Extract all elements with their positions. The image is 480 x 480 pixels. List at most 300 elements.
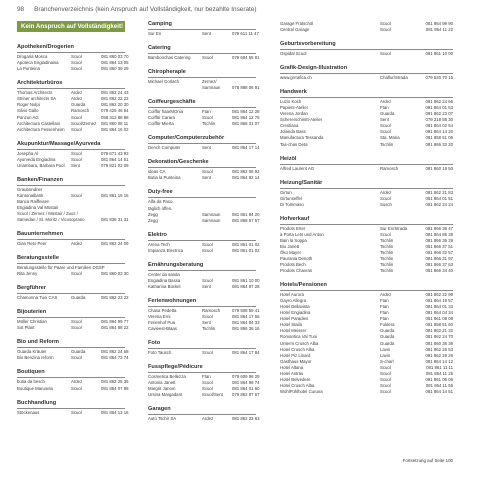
- directory-entry: [280, 75, 453, 81]
- entry-name: butia da besch: [17, 379, 45, 385]
- entry-phone: 081 860 03 70: [101, 54, 129, 60]
- entry-name: Hotel Meisser: [280, 328, 307, 334]
- entry-place: Sent: [202, 31, 211, 36]
- entry-name: Verena Erni: [148, 313, 171, 319]
- entry-name: Architectura Fessenheim: [17, 126, 65, 132]
- entry-phone: 081 864 01 33: [425, 304, 453, 310]
- entry-name: Ferienhof Pua: [148, 319, 175, 325]
- directory-section: [280, 216, 453, 274]
- entry-phone: 081 866 33 20: [425, 141, 453, 147]
- entry-name: WohlFühlhotel Curuna: [280, 388, 323, 394]
- entry-place: Scuol: [380, 51, 391, 57]
- entry-place: Scuol/Sent: [202, 392, 223, 398]
- entry-name: Hotel Aurora: [280, 292, 304, 298]
- entry-phone: 079 425 46 54: [101, 108, 129, 114]
- entry-place: Scuol: [71, 156, 82, 162]
- entry-name: Coiffür haarMOnia: [148, 109, 184, 115]
- directory-entry: [148, 350, 260, 356]
- entry-name: Arena Tech: [148, 241, 170, 247]
- entry-name: Müller Christian: [17, 319, 47, 325]
- entry-place: Scuol: [380, 195, 391, 201]
- entry-phone: 081 866 36 29: [425, 237, 453, 243]
- entry-name: Alfred Laurent AG: [280, 165, 315, 171]
- entry-name: Romantica Val Tuoi: [280, 334, 317, 340]
- section-heading: Grafik-Design-Illustration: [280, 65, 453, 74]
- entry-place: Scuol: [71, 325, 82, 331]
- entry-place: Ardez: [380, 292, 392, 298]
- entry-name: Garage Fratschöl: [280, 21, 314, 26]
- directory-entry: [17, 385, 129, 392]
- directory-entry: [148, 247, 260, 254]
- entry-name: Verena Jordan: [280, 111, 308, 117]
- entry-phone: 081 860 36 39: [425, 340, 453, 346]
- entry-phone: 078 888 06 91: [232, 85, 260, 91]
- directory-section: [148, 45, 260, 61]
- entry-phone: 079 218 88 30: [425, 117, 453, 123]
- entry-phone: 081 864 19 57: [425, 298, 453, 304]
- entry-phone: 081 864 14 20: [425, 129, 453, 135]
- section-heading: Hofverkauf: [280, 216, 453, 225]
- entry-name: Katharina Bückel: [148, 283, 181, 289]
- entry-place: Ftan: [202, 374, 211, 380]
- entry-place: Scuol: [71, 409, 82, 415]
- entry-phone: 081 861 10 00: [425, 51, 453, 57]
- entry-name: Chasa Pedetta: [148, 307, 177, 313]
- entry-name: Hotel Paradies: [280, 316, 309, 322]
- entry-place: Scuol/Zernez: [71, 120, 97, 126]
- entry-place: Chaflur/Strada: [380, 75, 408, 81]
- entry-name: Luzio Koch: [280, 99, 302, 105]
- entry-name: [148, 85, 202, 91]
- entry-name: Manufactura Tessanda: [280, 135, 324, 141]
- directory-section: [17, 176, 129, 223]
- entry-name: Ursina Margadant: [148, 392, 183, 398]
- entry-phone: 081 864 14 12: [425, 358, 453, 364]
- entry-name: à Porta Lets und Anton: [280, 231, 324, 237]
- entry-name: Kantonalbank: [17, 192, 44, 198]
- section-heading: Bauunternehmen: [17, 231, 125, 240]
- entry-phone: 081 866 37 51: [425, 243, 453, 249]
- entry-phone: 081 861 08 08: [425, 316, 453, 322]
- entry-name: Ayurveda Engiadina: [17, 156, 56, 162]
- entry-name: Bio Janett: [280, 243, 300, 249]
- column-3: [280, 21, 453, 403]
- entry-phone: 081 858 51 60: [425, 322, 453, 328]
- entry-place: Sent: [202, 283, 211, 289]
- entry-place: Scuol: [71, 271, 82, 277]
- directory-entry: [17, 409, 129, 416]
- entry-name: Dench Computer: [148, 145, 181, 151]
- entry-name: Öko Mayer: [280, 249, 302, 255]
- directory-section: [17, 285, 129, 301]
- entry-place: Lavin: [380, 352, 391, 358]
- entry-place: Tschlin: [380, 237, 394, 243]
- column-1: [17, 21, 129, 424]
- entry-place: Scuol: [71, 150, 82, 156]
- entry-name: Hotel Astras: [280, 370, 304, 376]
- entry-phone: 081 864 14 51: [101, 156, 129, 162]
- directory-section: [148, 99, 260, 127]
- entry-place: Scuol: [202, 115, 213, 121]
- entry-place: Scuol: [71, 66, 82, 72]
- entry-phone: 081 864 99 77: [101, 319, 129, 325]
- entry-phone: 081 862 06 92: [232, 169, 260, 175]
- directory-entry: [17, 162, 129, 169]
- directory-section: [17, 44, 129, 72]
- directory-entry: [148, 392, 260, 398]
- entry-name: Center da sanda: [148, 271, 180, 277]
- entry-name: Tas-chas Deta: [280, 141, 308, 147]
- entry-place: Scuol: [71, 114, 82, 120]
- entry-phone: 081 864 13 16: [101, 409, 129, 415]
- directory-section: [280, 156, 453, 172]
- directory-entry: [17, 66, 129, 72]
- entry-place: Ramosch: [380, 165, 399, 171]
- directory-entry: [17, 217, 129, 223]
- entry-phone: 081 861 84 20: [232, 211, 260, 217]
- entry-name: Engiadina Val Müstair: [17, 204, 59, 210]
- directory-section: [280, 65, 453, 81]
- entry-place: Scuol: [71, 385, 82, 391]
- directory-section: [148, 406, 260, 422]
- entry-phone: 081 864 01 60: [232, 386, 260, 392]
- entry-place: Ardez: [71, 96, 83, 102]
- entry-phone: 081 862 24 43: [101, 90, 129, 96]
- directory-section: [148, 297, 260, 332]
- entry-place: Sta. Maria: [380, 135, 400, 141]
- section-heading: Camping: [148, 21, 256, 30]
- entry-place: Scuol: [202, 55, 213, 61]
- entry-name: Chamonna Tuoi CAS: [17, 295, 58, 301]
- entry-phone: 081 862 24 66: [425, 99, 453, 105]
- entry-name: Schererschmitt-Atelier: [280, 117, 323, 123]
- entry-place: Tschlin: [202, 121, 216, 127]
- entry-name: Hotel Crusch Alba: [280, 346, 315, 352]
- entry-phone: 081 864 17 14: [232, 145, 260, 151]
- entry-place: Guarda: [380, 340, 395, 346]
- entry-phone: 081 860 03 30: [101, 271, 129, 277]
- entry-name: Bain la Soppa: [280, 237, 307, 243]
- entry-name: Architectura Castellani: [17, 120, 60, 126]
- entry-name: Thomas Architects: [17, 90, 53, 96]
- entry-phone: 081 862 25 35: [101, 379, 129, 385]
- entry-name: Unambara, Barbara Pool: [17, 162, 65, 168]
- entry-phone: 081 862 20 30: [101, 102, 129, 108]
- entry-name: Hotel Altana: [280, 364, 304, 370]
- entry-phone: 081 864 99 90: [425, 21, 453, 26]
- entry-phone: 081 866 36 16: [232, 326, 260, 332]
- directory-entry: [17, 355, 129, 361]
- directory-entry: [148, 85, 260, 91]
- entry-place: Susch: [380, 201, 392, 207]
- directory-section: [148, 231, 260, 254]
- entry-phone: 081 864 01 51: [425, 195, 453, 201]
- entry-phone: 081 866 31 07: [232, 121, 260, 127]
- entry-phone: 079 611 11 47: [232, 31, 259, 36]
- entry-phone: 081 866 34 40: [425, 268, 453, 274]
- directory-section: [17, 140, 129, 169]
- entry-place: Scuol: [71, 355, 82, 361]
- entry-phone: 081 860 19 50: [425, 165, 453, 171]
- section-heading: Foto: [148, 340, 256, 349]
- directory-section: [280, 41, 453, 57]
- entry-place: Sent: [202, 319, 211, 325]
- entry-place: Tschlin: [380, 255, 394, 261]
- directory-section: [280, 21, 453, 33]
- entry-phone: 081 864 73 74: [101, 355, 129, 361]
- section-heading: Elektro: [148, 232, 256, 241]
- entry-place: Ramosch: [71, 108, 90, 114]
- directory-section: [280, 282, 453, 395]
- entry-place: Sent: [380, 117, 389, 123]
- entry-phone: 081 862 21 32: [425, 328, 453, 334]
- section-heading: Bijouterien: [17, 309, 125, 318]
- entry-name: Hotel Piz Linard: [280, 352, 311, 358]
- entry-phone: 081 862 26 26: [425, 352, 453, 358]
- entry-phone: 081 864 86 38: [425, 231, 453, 237]
- entry-name: Gasthaus Mayor: [280, 358, 312, 364]
- entry-name: Striner architects SA: [17, 96, 57, 102]
- entry-name: Rita Jenny: [17, 271, 38, 277]
- section-heading: Banken/Finanzen: [17, 177, 125, 186]
- entry-name: Prodots Chavras: [280, 268, 313, 274]
- entry-place: Lavin: [380, 346, 391, 352]
- directory-entry: [280, 202, 453, 208]
- entry-name: Guarda Kräuter: [17, 349, 47, 355]
- section-heading: Hotels/Pensionen: [280, 282, 453, 291]
- page-title: Branchenverzeichnis (kein Anspruch auf Vollständigkeit, nur bezahlte Inserate): [34, 6, 257, 13]
- entry-name: Hotel Belvedere: [280, 376, 311, 382]
- entry-name: Jolanda Bass: [280, 129, 306, 135]
- entry-phone: 081 864 16 02: [101, 126, 129, 132]
- entry-place: Guarda: [71, 349, 86, 355]
- entry-name: Boutique Marusela: [17, 385, 53, 391]
- entry-phone: 081 862 21 83: [425, 189, 453, 195]
- directory-entry: [17, 295, 129, 301]
- directory-entry: [280, 142, 453, 148]
- entry-name: Impianza Electrica: [148, 247, 184, 253]
- section-heading: Architekturbüros: [17, 80, 125, 89]
- entry-phone: 081 864 12 28: [232, 109, 260, 115]
- entry-place: Ftan: [380, 298, 389, 304]
- entry-place: Scuol: [380, 382, 391, 388]
- entry-place: Samnaun: [202, 85, 221, 91]
- entry-phone: 081 862 22 99: [425, 292, 453, 298]
- entry-name: ideas CA: [148, 169, 166, 175]
- entry-phone: 081 864 11 22: [425, 27, 453, 33]
- entry-name: Hotel Bellavista: [280, 304, 310, 310]
- entry-name: Beratungsstelle für Paare und Familien DGSP: [17, 265, 105, 271]
- entry-name: Roger Nulpi: [17, 102, 40, 108]
- section-heading: Fusspflege/Pédicure: [148, 364, 256, 373]
- entry-place: Ftan: [202, 109, 211, 115]
- entry-name: Coiffür Carara: [148, 115, 175, 121]
- section-heading: Catering: [148, 45, 256, 54]
- entry-place: Tschlin: [380, 249, 394, 255]
- entry-phone: 081 864 88 22: [101, 325, 129, 331]
- section-heading: Ernährungsberatung: [148, 262, 256, 271]
- entry-phone: 081 858 51 06: [425, 135, 453, 141]
- entry-name: Panzun AG: [17, 114, 39, 120]
- continuation-note: Fortsetzung auf Seite 100: [402, 458, 453, 463]
- directory-section: [17, 80, 129, 132]
- entry-phone: 079 862 87 67: [232, 392, 260, 398]
- entry-place: Scuol: [380, 123, 391, 129]
- entry-name: Sot Plant: [17, 325, 35, 331]
- entry-name: Drogaria Mosca: [17, 54, 48, 60]
- directory-entry: [17, 126, 129, 133]
- entry-phone: 079 671 43 93: [101, 150, 129, 156]
- entry-place: Scuol: [202, 386, 213, 392]
- entry-phone: 081 864 02 54: [425, 123, 453, 129]
- entry-name: Apoteca Engiadinaisa: [17, 60, 59, 66]
- directory-section: [148, 135, 260, 151]
- entry-place: Guarda: [380, 334, 395, 340]
- entry-name: Di Tommaso: [280, 201, 304, 207]
- entry-phone: 081 836 31 31: [101, 217, 129, 223]
- directory-entry: [148, 121, 260, 127]
- entry-place: Guarda: [380, 111, 395, 117]
- entry-place: Samnaun: [202, 211, 221, 217]
- column-2: [148, 21, 260, 430]
- entry-name: Prodots Erter: [280, 225, 306, 231]
- entry-phone: 081 860 39 29: [101, 66, 129, 72]
- entry-place: Guarda: [71, 295, 86, 301]
- entry-name: Coiffür Mierta: [148, 121, 174, 127]
- section-heading: Garagen: [148, 406, 256, 415]
- entry-place: Ardez: [71, 379, 83, 385]
- section-heading: Handwerk: [280, 89, 453, 98]
- entry-place: Sent: [71, 162, 80, 168]
- entry-name: Papiers-Atelier: [280, 105, 309, 111]
- entry-place: Ardez: [380, 189, 392, 195]
- entry-place: Scuol: [202, 350, 213, 356]
- entry-place: [71, 217, 101, 223]
- directory-section: [148, 21, 259, 37]
- entry-place: Ardez: [202, 416, 214, 422]
- entry-name: Girtun: [280, 189, 292, 195]
- entry-name: Hotel Engiadina: [280, 310, 311, 316]
- directory-section: [148, 261, 260, 290]
- directory-entry: [148, 175, 260, 181]
- section-heading: Bergführer: [17, 285, 125, 294]
- entry-name: Hotel Crusch Alba: [280, 382, 315, 388]
- entry-phone: 081 862 23 63: [232, 416, 260, 422]
- entry-name: Paurania Denoth: [280, 255, 313, 261]
- entry-phone: 081 861 06 06: [425, 376, 453, 382]
- entry-phone: 081 862 22 22: [101, 96, 129, 102]
- entry-name: Michael Gorlach: [148, 79, 180, 85]
- entry-name: Foto Tausch: [148, 350, 172, 356]
- entry-name: Butia la Punteina: [148, 175, 181, 181]
- entry-name: Josepha Al: [17, 150, 39, 156]
- entry-phone: 081 864 13 05: [101, 60, 129, 66]
- page-header: [17, 6, 257, 13]
- entry-place: Tschlin: [380, 141, 394, 147]
- entry-name: Cosmetica Bellezza: [148, 374, 186, 380]
- directory-entry: [280, 389, 453, 395]
- entry-place: Sent: [202, 145, 211, 151]
- entry-name: Graubündner: [17, 186, 43, 192]
- entry-name: täglich offen.: [148, 205, 173, 211]
- directory-entry: [148, 31, 259, 37]
- entry-place: Tschlin: [380, 268, 394, 274]
- entry-place: Scuol: [380, 370, 391, 376]
- entry-phone: 081 862 24 24: [425, 201, 453, 207]
- entry-place: Scuol: [202, 241, 213, 247]
- entry-place: Scuol: [380, 376, 391, 382]
- entry-place: Ftan: [380, 310, 389, 316]
- entry-phone: 081 864 14 51: [425, 388, 453, 394]
- entry-place: Scuol: [380, 231, 391, 237]
- section-heading: Akupunktur/Massage/Ayurveda: [17, 141, 125, 150]
- directory-entry: [17, 325, 129, 331]
- entry-name: Prodots Bech: [280, 262, 306, 268]
- entry-phone: 081 862 24 58: [101, 349, 129, 355]
- entry-place: Ftan: [380, 304, 389, 310]
- entry-name: Gayro Allegra: [280, 298, 307, 304]
- entry-phone: 079 684 55 81: [232, 55, 260, 61]
- entry-name: www.grrrafica.ch: [280, 75, 312, 81]
- entry-place: Sent: [202, 175, 211, 181]
- entry-phone: 081 866 31 97: [425, 255, 453, 261]
- entry-name: Girtunseffel: [280, 195, 302, 201]
- entry-name: Margrit Janom: [148, 386, 176, 392]
- entry-name: Hotel Staila: [280, 322, 302, 328]
- entry-name: Samedan / St. Moritz / Vicosoprano: [17, 217, 85, 223]
- entry-place: Scuol: [380, 129, 391, 135]
- entry-phone: 081 862 23 07: [425, 111, 453, 117]
- directory-entry: [280, 27, 453, 33]
- section-heading: Chiropheraple: [148, 69, 256, 78]
- entry-place: Scuol: [380, 21, 391, 26]
- entry-place: Ftan: [380, 316, 389, 322]
- entry-name: Antonia Janett: [148, 380, 176, 386]
- directory-entry: [17, 271, 129, 277]
- entry-name: Gian Reto Peer: [17, 241, 47, 247]
- entry-phone: 081 864 84 33: [232, 319, 260, 325]
- entry-place: Scuol: [71, 319, 82, 325]
- directory-section: [280, 89, 453, 147]
- section-heading: Geburtsvorbereitung: [280, 41, 453, 50]
- entry-phone: 081 860 08 11: [101, 120, 129, 126]
- directory-entry: [148, 326, 260, 332]
- section-heading: Bio und Reform: [17, 339, 125, 348]
- entry-phone: 081 862 24 09: [101, 241, 129, 247]
- entry-place: Ardez: [71, 241, 83, 247]
- entry-phone: 081 866 32 57: [425, 249, 453, 255]
- entry-place: Guarda: [71, 102, 86, 108]
- entry-name: Alfa da Paso,: [148, 199, 174, 205]
- entry-place: Tschlin: [380, 243, 394, 249]
- entry-phone: 081 864 04 34: [425, 310, 453, 316]
- section-heading: Computer/Computerzubehör: [148, 135, 256, 144]
- directory-entry: [148, 217, 260, 224]
- entry-name: Scuol / Zernez / Müstair / Zuoz /: [17, 211, 78, 216]
- entry-name: Silvio Gallo: [17, 108, 39, 114]
- entry-phone: 081 866 37 63: [425, 262, 453, 268]
- entry-name: Sur En: [148, 31, 162, 36]
- entry-phone: 081 864 12 75: [232, 115, 260, 121]
- entry-phone: 058 312 88 88: [101, 114, 129, 120]
- directory-entry: [148, 416, 260, 422]
- entry-place: Scuol: [202, 277, 213, 283]
- entry-phone: 081 862 26 53: [425, 346, 453, 352]
- directory-section: [17, 399, 129, 416]
- directory-section: [17, 369, 129, 391]
- section-heading: Dekoration/Geschenke: [148, 159, 256, 168]
- entry-place: Scuol: [380, 27, 391, 33]
